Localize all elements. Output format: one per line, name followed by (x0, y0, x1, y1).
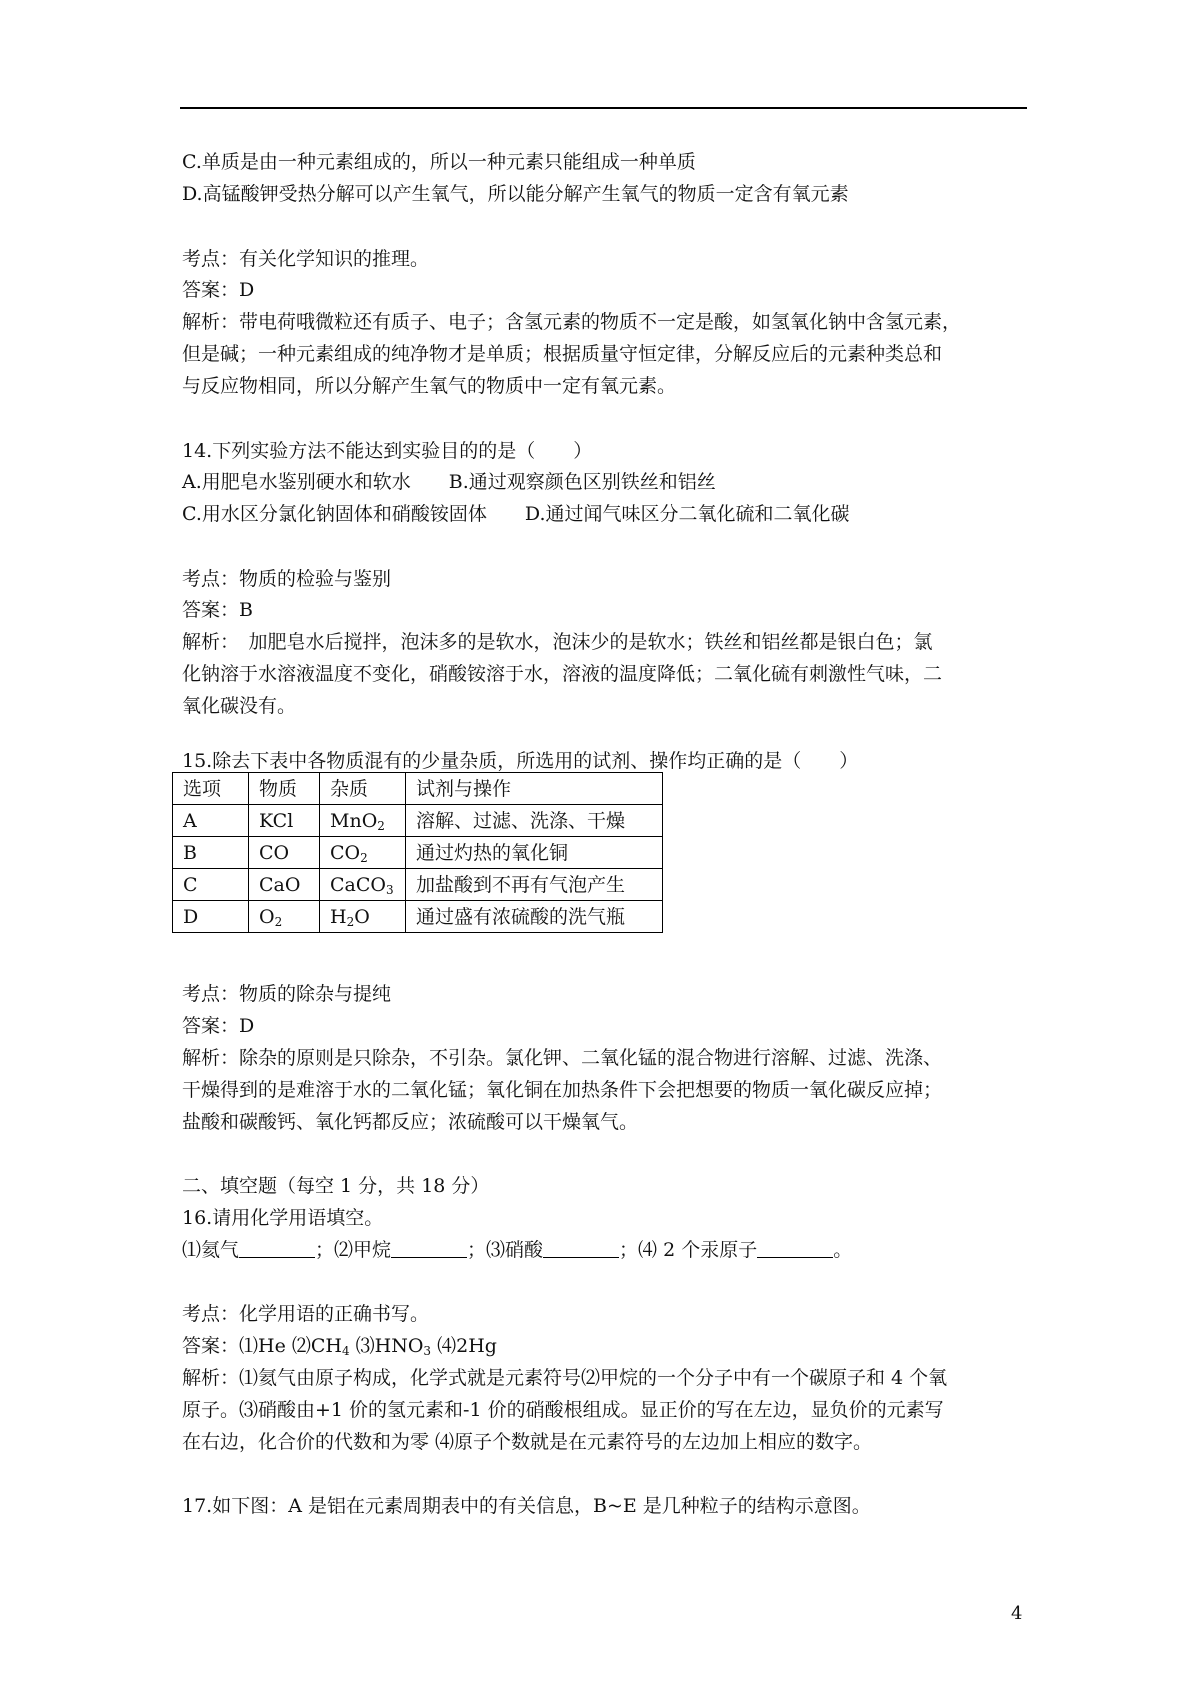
page-number: 4 (1011, 1603, 1023, 1624)
q14-options-line-2: C.用水区分氯化钠固体和硝酸铵固体 D.通过闻气味区分二氧化硫和二氧化碳 (182, 503, 850, 525)
table-row (173, 805, 663, 837)
q15-table (172, 772, 663, 933)
table-cell-impurity: $CO_2$ (320, 837, 406, 869)
table-cell-method: 通过灼热的氧化铜 (406, 837, 663, 869)
table-cell-substance: $O_2$ (249, 901, 320, 933)
q15-kaodian: 考点：物质的除杂与提纯 (182, 983, 392, 1005)
table-row (173, 837, 663, 869)
table-cell-impurity: $H_2O$ (320, 901, 406, 933)
answer-blank (757, 1238, 833, 1258)
q14-analysis-line-2: 化钠溶于水溶液温度不变化，硝酸铵溶于水，溶液的温度降低；二氧化硫有刺激性气味，二 (182, 663, 943, 685)
table-row (173, 901, 663, 933)
header-rule (180, 107, 1027, 109)
table-cell-method: 通过盛有浓硫酸的洗气瓶 (406, 901, 663, 933)
table-row (173, 869, 663, 901)
q16-analysis-line-3: 在右边，化合价的代数和为零 ⑷原子个数就是在元素符号的左边加上相应的数字。 (182, 1431, 873, 1453)
q17-stem: 17.如下图：A 是铝在元素周期表中的有关信息，B~E 是几种粒子的结构示意图。 (182, 1495, 871, 1517)
table-cell-substance: CaO (249, 869, 320, 901)
q14-kaodian: 考点：物质的检验与鉴别 (182, 568, 392, 590)
q14-analysis-line-1: 解析： 加肥皂水后搅拌，泡沫多的是软水，泡沫少的是软水；铁丝和铝丝都是银白色；氯 (182, 631, 933, 653)
table-cell-option: C (173, 869, 249, 901)
q16-blanks-line: ⑴氦气 ；⑵甲烷 ；⑶硝酸 ；⑷ 2 个汞原子 。 (182, 1239, 853, 1261)
section-title: 二、填空题（每空 1 分，共 18 分） (182, 1175, 490, 1197)
table-cell-impurity: CaCO$_3$ (320, 869, 406, 901)
answer-blank (391, 1238, 467, 1258)
table-cell-option: D (173, 901, 249, 933)
q16-analysis-line-2: 原子。⑶硝酸由+1 价的氢元素和-1 价的硝酸根组成。显正价的写在左边，显负价的元素写 (182, 1399, 944, 1421)
q15-analysis-line-1: 解析：除杂的原则是只除杂，不引杂。氯化钾、二氧化锰的混合物进行溶解、过滤、洗涤、 (182, 1047, 943, 1069)
q16-stem: 16.请用化学用语填空。 (182, 1207, 384, 1229)
q16-analysis-line-1: 解析：⑴氦气由原子构成，化学式就是元素符号⑵甲烷的一个分子中有一个碳原子和 4 个氧 (182, 1367, 948, 1389)
table-cell-option: A (173, 805, 249, 837)
answer-blank (239, 1238, 315, 1258)
q15-analysis-line-2: 干燥得到的是难溶于水的二氧化锰；氧化铜在加热条件下会把想要的物质一氧化碳反应掉； (182, 1079, 943, 1101)
q14-answer: 答案：B (182, 599, 253, 621)
q14-stem: 14.下列实验方法不能达到实验目的的是（ ） (182, 440, 593, 462)
q13-analysis-line-1: 解析：带电荷哦微粒还有质子、电子；含氢元素的物质不一定是酸，如氢氧化钠中含氢元素， (182, 311, 962, 333)
table-header-cell: 杂质 (320, 773, 406, 805)
table-cell-method: 加盐酸到不再有气泡产生 (406, 869, 663, 901)
q15-answer: 答案：D (182, 1015, 255, 1037)
q13-option-d: D.高锰酸钾受热分解可以产生氧气，所以能分解产生氧气的物质一定含有氧元素 (182, 183, 849, 205)
q15-analysis-line-3: 盐酸和碳酸钙、氧化钙都反应；浓硫酸可以干燥氧气。 (182, 1111, 639, 1133)
q14-options-line-1: A.用肥皂水鉴别硬水和软水 B.通过观察颜色区别铁丝和铝丝 (182, 471, 716, 493)
q15-stem: 15.除去下表中各物质混有的少量杂质，所选用的试剂、操作均正确的是（ ） (182, 750, 859, 772)
table-cell-option: B (173, 837, 249, 869)
table-header-cell: 选项 (173, 773, 249, 805)
table-cell-substance: CO (249, 837, 320, 869)
table-cell-method: 溶解、过滤、洗涤、干燥 (406, 805, 663, 837)
table-header-cell: 物质 (249, 773, 320, 805)
q13-analysis-line-3: 与反应物相同，所以分解产生氧气的物质中一定有氧元素。 (182, 375, 677, 397)
table-header-cell: 试剂与操作 (406, 773, 663, 805)
table-header-row (173, 773, 663, 805)
table-cell-impurity: MnO$_2$ (320, 805, 406, 837)
q14-analysis-line-3: 氧化碳没有。 (182, 695, 297, 717)
q13-answer: 答案：D (182, 279, 255, 301)
q13-option-c: C.单质是由一种元素组成的，所以一种元素只能组成一种单质 (182, 151, 696, 173)
q13-analysis-line-2: 但是碱；一种元素组成的纯净物才是单质；根据质量守恒定律，分解反应后的元素种类总和 (182, 343, 943, 365)
table-cell-substance: KCl (249, 805, 320, 837)
q16-kaodian: 考点：化学用语的正确书写。 (182, 1303, 430, 1325)
q16-answer: 答案：⑴He $⑵CH_4$ $⑶HNO_3$ ⑷2Hg (182, 1335, 497, 1358)
answer-blank (543, 1238, 619, 1258)
q13-kaodian: 考点：有关化学知识的推理。 (182, 248, 430, 270)
